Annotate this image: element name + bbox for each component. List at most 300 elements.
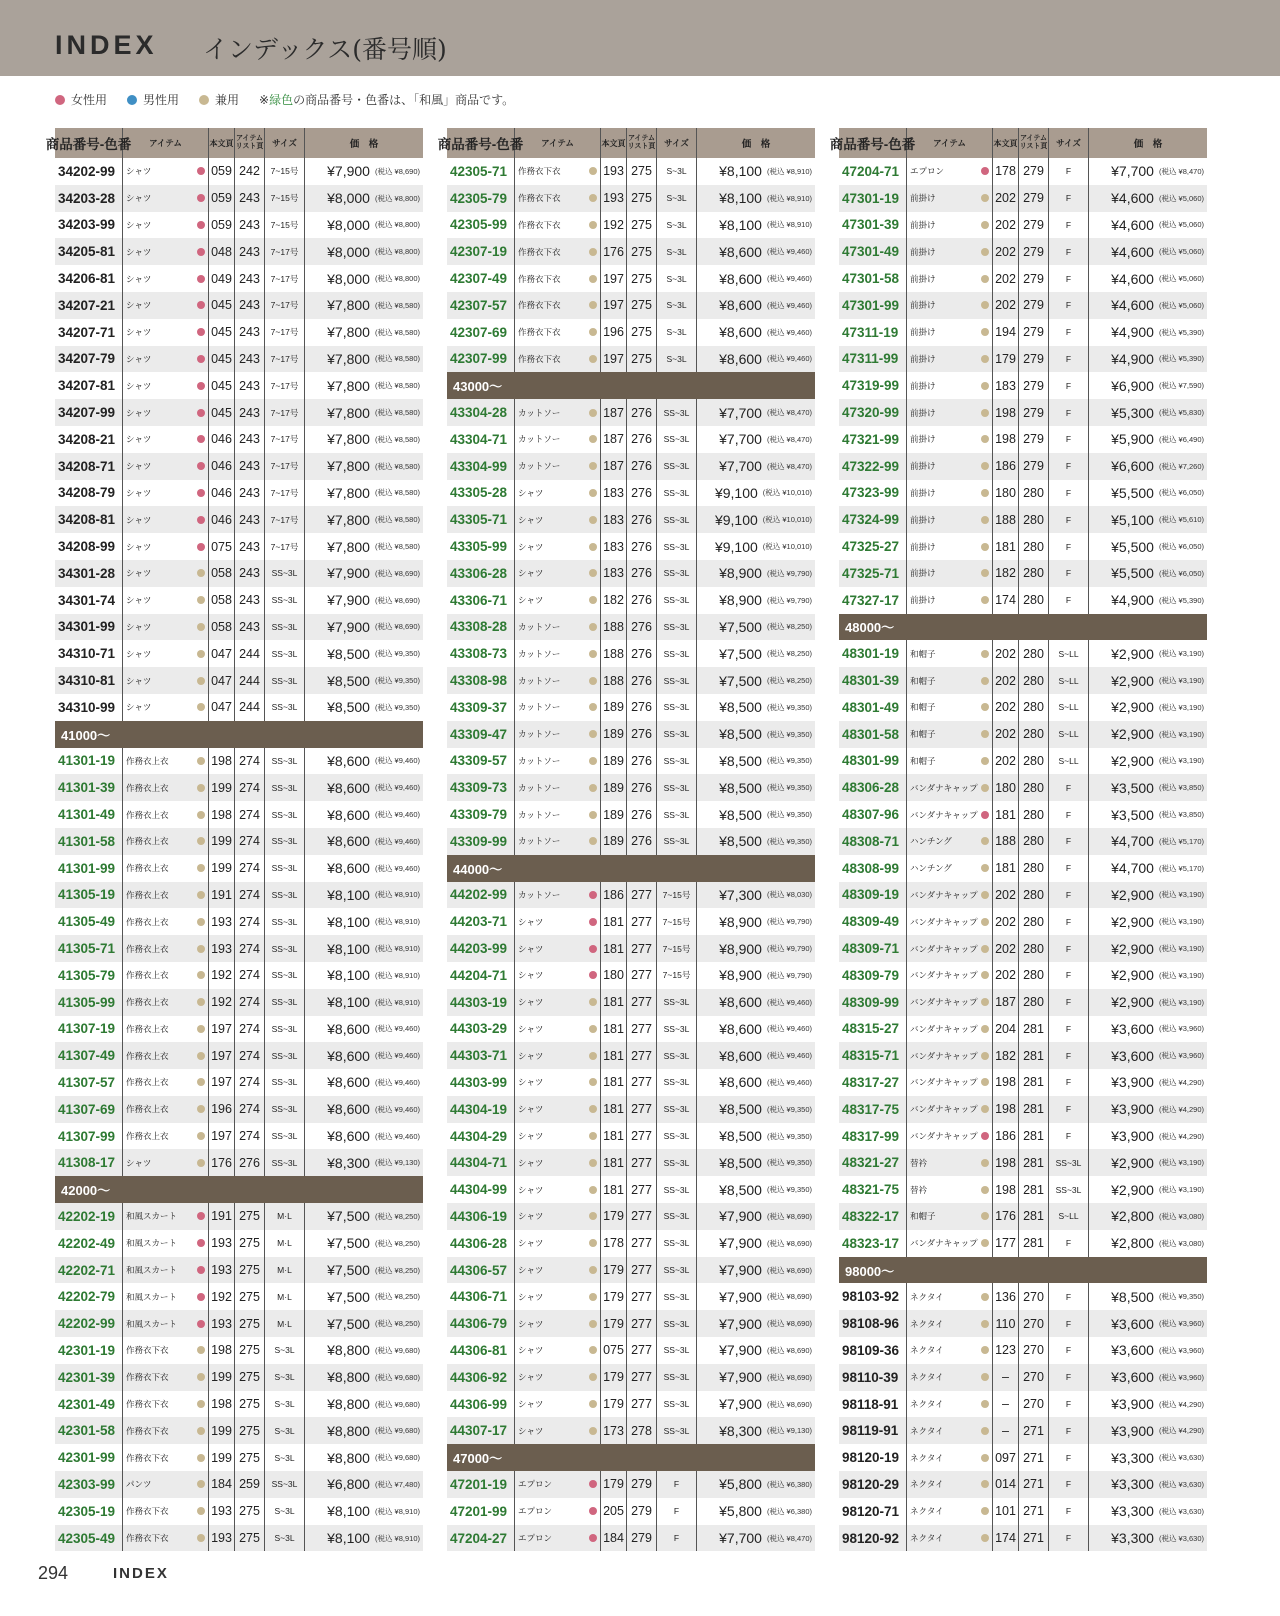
size: SS~3L: [265, 828, 305, 855]
tax-label: 税込: [769, 1104, 785, 1114]
price: ¥8,000: [327, 190, 370, 207]
price: ¥8,100: [327, 1530, 370, 1547]
price: ¥8,900: [719, 565, 762, 582]
tax-label: 税込: [1161, 917, 1177, 927]
table-row: [447, 667, 815, 694]
size: SS~3L: [265, 1069, 305, 1096]
price-cell: [1089, 453, 1207, 480]
price-cell: [1089, 989, 1207, 1016]
legend: [55, 91, 514, 108]
table-row: [55, 748, 423, 775]
tax-value: ¥5,060: [1178, 193, 1202, 203]
tax-value: ¥10,010: [782, 515, 810, 525]
tax-value: ¥3,190: [1178, 997, 1202, 1007]
price-cell: [305, 774, 423, 801]
list-page: 280: [1019, 989, 1049, 1016]
item-name: 前掛け: [910, 434, 936, 445]
header-price: 価 格: [1133, 139, 1163, 150]
women-dot-icon: [197, 1293, 205, 1301]
list-page: 277: [627, 1257, 657, 1284]
table-row: [55, 1337, 423, 1364]
price-cell: [697, 1310, 815, 1337]
price: ¥4,600: [1111, 270, 1154, 287]
tax-included-price: (税込 ¥8,690): [374, 595, 420, 605]
price-cell: [1089, 1364, 1207, 1391]
price: ¥7,500: [719, 672, 762, 689]
product-code: 98118-91: [839, 1391, 907, 1418]
size: 7~17号: [265, 319, 305, 346]
item-name: シャツ: [518, 1077, 544, 1088]
body-page: 075: [209, 533, 235, 560]
product-code: 34301-74: [55, 587, 123, 614]
tax-label: 税込: [769, 1077, 785, 1087]
tax-label: 税込: [1161, 890, 1177, 900]
tax-label: 税込: [377, 1372, 393, 1382]
item-name: 前掛け: [910, 514, 936, 525]
table-row: [839, 1069, 1207, 1096]
item-cell: [123, 587, 209, 614]
item-cell: [123, 292, 209, 319]
price: ¥8,600: [719, 1074, 762, 1091]
list-page: 277: [627, 1203, 657, 1230]
table-row: [55, 667, 423, 694]
tax-label: 税込: [1161, 1453, 1177, 1463]
tax-label: 税込: [377, 595, 393, 605]
tax-value: ¥9,460: [786, 997, 810, 1007]
product-code: 41301-58: [55, 828, 123, 855]
women-dot-icon: [197, 301, 205, 309]
table-header: [437, 128, 815, 158]
tax-label: 税込: [377, 300, 393, 310]
price-cell: [1089, 587, 1207, 614]
product-code: 43304-71: [447, 426, 515, 453]
item-name: バンダナキャップ: [910, 1131, 978, 1142]
size: SS~3L: [657, 1283, 697, 1310]
product-code: 34207-99: [55, 399, 123, 426]
size: F: [1049, 1123, 1089, 1150]
tax-value: ¥5,060: [1178, 274, 1202, 284]
tax-label: 税込: [769, 649, 785, 659]
unisex-dot-icon: [981, 382, 989, 390]
item-name: カットソー: [518, 702, 561, 713]
size: SS~3L: [265, 908, 305, 935]
tax-value: ¥8,580: [394, 434, 418, 444]
price-cell: [305, 1203, 423, 1230]
item-name: シャツ: [126, 648, 152, 659]
tax-label: 税込: [377, 702, 393, 712]
item-cell: [515, 1042, 601, 1069]
size: F: [657, 1471, 697, 1498]
price: ¥7,900: [719, 1315, 762, 1332]
unisex-dot-icon: [589, 784, 597, 792]
tax-label: 税込: [1161, 702, 1177, 712]
item-cell: [907, 1149, 993, 1176]
list-page: 276: [627, 614, 657, 641]
table-row: [447, 1230, 815, 1257]
price-cell: [1089, 694, 1207, 721]
body-page: 182: [993, 560, 1019, 587]
price-cell: [697, 640, 815, 667]
list-page: 276: [627, 426, 657, 453]
size: 7~17号: [265, 453, 305, 480]
body-page: 202: [993, 667, 1019, 694]
list-page: 276: [627, 748, 657, 775]
men-dot-icon: [127, 95, 137, 105]
body-page: 192: [209, 989, 235, 1016]
tax-value: ¥9,350: [786, 783, 810, 793]
body-page: 189: [601, 801, 627, 828]
body-page: 205: [601, 1498, 627, 1525]
price: ¥8,500: [719, 1128, 762, 1145]
tax-value: ¥9,460: [394, 1051, 418, 1061]
price-cell: [305, 1283, 423, 1310]
tax-included-price: (税込 ¥5,060): [1158, 300, 1204, 310]
tax-included-price: (税込 ¥8,910): [374, 917, 420, 927]
tax-included-price: (税込 ¥5,060): [1158, 220, 1204, 230]
list-page: 276: [627, 399, 657, 426]
body-page: 202: [993, 748, 1019, 775]
header-list: アイテムリスト頁: [235, 128, 265, 158]
item-name: 作務衣上衣: [126, 943, 169, 954]
tax-label: 税込: [1161, 461, 1177, 471]
tax-included-price: (税込 ¥8,250): [374, 1238, 420, 1248]
product-code: 48301-99: [839, 748, 907, 775]
unisex-dot-icon: [197, 784, 205, 792]
list-page: 274: [235, 908, 265, 935]
price-cell: [1089, 855, 1207, 882]
size: SS~3L: [265, 1016, 305, 1043]
item-cell: [515, 962, 601, 989]
body-page: 191: [209, 1203, 235, 1230]
body-page: 179: [601, 1283, 627, 1310]
product-code: 34208-71: [55, 453, 123, 480]
unisex-dot-icon: [981, 677, 989, 685]
item-name: 前掛け: [910, 568, 936, 579]
list-page: 270: [1019, 1391, 1049, 1418]
item-cell: [515, 399, 601, 426]
tax-label: 税込: [377, 193, 393, 203]
tax-label: 税込: [1161, 729, 1177, 739]
price: ¥8,100: [327, 940, 370, 957]
product-code: 48308-99: [839, 855, 907, 882]
body-page: 202: [993, 962, 1019, 989]
price-cell: [697, 908, 815, 935]
price-cell: [305, 1016, 423, 1043]
product-code: 42307-69: [447, 319, 515, 346]
item-cell: [515, 1525, 601, 1552]
unisex-dot-icon: [589, 569, 597, 577]
tax-included-price: (税込 ¥8,580): [374, 381, 420, 391]
price-cell: [305, 855, 423, 882]
body-page: 045: [209, 372, 235, 399]
tax-value: ¥8,690: [786, 1292, 810, 1302]
size: SS~3L: [657, 1417, 697, 1444]
table-row: [839, 667, 1207, 694]
tax-included-price: (税込 ¥8,800): [374, 193, 420, 203]
unisex-dot-icon: [981, 489, 989, 497]
price-cell: [697, 801, 815, 828]
unisex-dot-icon: [981, 757, 989, 765]
tax-label: 税込: [377, 1051, 393, 1061]
item-cell: [907, 801, 993, 828]
price: ¥8,600: [327, 1020, 370, 1037]
list-page: 244: [235, 640, 265, 667]
table-row: [447, 1337, 815, 1364]
size: S~3L: [657, 292, 697, 319]
product-code: 34310-81: [55, 667, 123, 694]
tax-label: 税込: [1161, 756, 1177, 766]
product-code: 41305-71: [55, 935, 123, 962]
size: SS~3L: [265, 935, 305, 962]
unisex-dot-icon: [589, 221, 597, 229]
item-name: 前掛け: [910, 246, 936, 257]
tax-label: 税込: [1161, 1399, 1177, 1409]
price: ¥8,100: [719, 216, 762, 233]
table-row: [839, 1417, 1207, 1444]
table-row: [839, 560, 1207, 587]
list-page: 279: [627, 1498, 657, 1525]
item-name: シャツ: [126, 300, 152, 311]
item-name: 和帽子: [910, 729, 936, 740]
tax-included-price: (税込 ¥5,060): [1158, 247, 1204, 257]
header-page: 本文頁: [993, 128, 1019, 158]
product-code: 41308-17: [55, 1149, 123, 1176]
size: F: [1049, 506, 1089, 533]
tax-value: ¥9,350: [394, 649, 418, 659]
list-page: 271: [1019, 1525, 1049, 1552]
tax-value: ¥5,170: [1178, 863, 1202, 873]
price-cell: [305, 587, 423, 614]
price-cell: [697, 1498, 815, 1525]
tax-value: ¥7,590: [1178, 381, 1202, 391]
header-list: アイテムリスト頁: [1019, 128, 1049, 158]
size: S~3L: [265, 1417, 305, 1444]
size: F: [1049, 989, 1089, 1016]
price: ¥7,900: [719, 1262, 762, 1279]
size: S~LL: [1049, 640, 1089, 667]
price-cell: [697, 158, 815, 185]
tax-included-price: (税込 ¥3,190): [1158, 702, 1204, 712]
list-page: 276: [627, 721, 657, 748]
item-cell: [515, 694, 601, 721]
table-row: [55, 480, 423, 507]
size: SS~3L: [657, 1230, 697, 1257]
product-code: 44306-57: [447, 1257, 515, 1284]
price: ¥3,500: [1111, 779, 1154, 796]
tax-label: 税込: [1161, 220, 1177, 230]
table-row: [55, 1203, 423, 1230]
price-cell: [697, 667, 815, 694]
list-page: 275: [235, 1364, 265, 1391]
list-page: 277: [627, 908, 657, 935]
price-cell: [1089, 292, 1207, 319]
tax-label: 税込: [1161, 783, 1177, 793]
tax-label: 税込: [769, 1506, 785, 1516]
unisex-dot-icon: [981, 355, 989, 363]
tax-included-price: (税込 ¥8,690): [374, 568, 420, 578]
item-cell: [123, 453, 209, 480]
product-code: 48321-27: [839, 1149, 907, 1176]
table-row: [55, 1417, 423, 1444]
size: SS~3L: [657, 1391, 697, 1418]
size: F: [1049, 372, 1089, 399]
tax-value: ¥5,390: [1178, 354, 1202, 364]
table-row: [839, 640, 1207, 667]
price-cell: [305, 346, 423, 373]
price-cell: [697, 1525, 815, 1552]
price: ¥7,800: [327, 404, 370, 421]
product-code: 47319-99: [839, 372, 907, 399]
tax-label: 税込: [377, 756, 393, 766]
section-header: 47000～: [447, 1444, 815, 1471]
price-cell: [305, 185, 423, 212]
table-row: [447, 1283, 815, 1310]
size: SS~3L: [265, 855, 305, 882]
price-cell: [697, 319, 815, 346]
size: SS~3L: [657, 614, 697, 641]
item-name: カットソー: [518, 889, 561, 900]
tax-label: 税込: [769, 890, 785, 900]
size: SS~3L: [265, 694, 305, 721]
price: ¥3,600: [1111, 1342, 1154, 1359]
body-page: 202: [993, 721, 1019, 748]
product-code: 48309-79: [839, 962, 907, 989]
list-page: 277: [627, 1016, 657, 1043]
price-cell: [1089, 346, 1207, 373]
item-name: 作務衣下衣: [126, 1372, 169, 1383]
unisex-dot-icon: [981, 1105, 989, 1113]
unisex-dot-icon: [589, 248, 597, 256]
tax-label: 税込: [769, 756, 785, 766]
tax-label: 税込: [1161, 327, 1177, 337]
section-header: 43000～: [447, 372, 815, 399]
body-page: 186: [993, 453, 1019, 480]
tax-included-price: (税込 ¥10,010): [762, 515, 812, 525]
price: ¥2,900: [1111, 994, 1154, 1011]
tax-included-price: (税込 ¥8,250): [766, 649, 812, 659]
body-page: 176: [601, 238, 627, 265]
tax-value: ¥9,460: [786, 247, 810, 257]
price: ¥2,900: [1111, 1181, 1154, 1198]
item-name: 作務衣下衣: [518, 327, 561, 338]
item-name: カットソー: [518, 434, 561, 445]
item-cell: [123, 1283, 209, 1310]
tax-included-price: (税込 ¥8,690): [374, 622, 420, 632]
list-page: 243: [235, 346, 265, 373]
price-cell: [1089, 774, 1207, 801]
body-page: 196: [601, 319, 627, 346]
tax-value: ¥5,170: [1178, 836, 1202, 846]
item-name: バンダナキャップ: [910, 1238, 978, 1249]
tax-value: ¥7,260: [1178, 461, 1202, 471]
body-page: 198: [993, 1069, 1019, 1096]
tax-label: 税込: [769, 1345, 785, 1355]
body-page: 047: [209, 640, 235, 667]
price-cell: [697, 292, 815, 319]
size: 7~15号: [265, 158, 305, 185]
list-page: 277: [627, 882, 657, 909]
body-page: 059: [209, 185, 235, 212]
price: ¥6,600: [1111, 458, 1154, 475]
list-page: 279: [1019, 399, 1049, 426]
price: ¥4,900: [1111, 350, 1154, 367]
tax-included-price: (税込 ¥5,830): [1158, 408, 1204, 418]
tax-value: ¥3,190: [1178, 702, 1202, 712]
product-code: 44306-79: [447, 1310, 515, 1337]
item-name: 前掛け: [910, 380, 936, 391]
tax-value: ¥9,350: [1178, 1292, 1202, 1302]
size: SS~3L: [657, 1337, 697, 1364]
section-header: 41000～: [55, 721, 423, 748]
product-code: 34208-79: [55, 480, 123, 507]
body-page: 047: [209, 694, 235, 721]
section-header: 98000～: [839, 1257, 1207, 1284]
table-row: [55, 587, 423, 614]
price-cell: [1089, 828, 1207, 855]
list-page: 275: [235, 1337, 265, 1364]
body-page: 192: [209, 962, 235, 989]
tax-included-price: (税込 ¥3,630): [1158, 1479, 1204, 1489]
unisex-dot-icon: [589, 543, 597, 551]
size: SS~3L: [657, 721, 697, 748]
price: ¥8,600: [327, 860, 370, 877]
legend-men: [127, 91, 179, 108]
table-row: [839, 453, 1207, 480]
tax-included-price: (税込 ¥8,910): [374, 970, 420, 980]
list-page: 243: [235, 212, 265, 239]
item-cell: [907, 882, 993, 909]
tax-included-price: (税込 ¥9,460): [374, 1024, 420, 1034]
header-price: 価 格: [741, 139, 771, 150]
tax-label: 税込: [377, 676, 393, 686]
unisex-dot-icon: [197, 1025, 205, 1033]
body-page: 059: [209, 212, 235, 239]
tax-label: 税込: [377, 434, 393, 444]
unisex-dot-icon: [589, 167, 597, 175]
price-cell: [305, 1417, 423, 1444]
table-row: [447, 158, 815, 185]
price-cell: [697, 962, 815, 989]
price: ¥3,600: [1111, 1369, 1154, 1386]
size: SS~3L: [265, 801, 305, 828]
product-code: 48315-71: [839, 1042, 907, 1069]
product-code: 48301-19: [839, 640, 907, 667]
item-name: バンダナキャップ: [910, 916, 978, 927]
item-cell: [123, 372, 209, 399]
body-page: 173: [601, 1417, 627, 1444]
body-page: 181: [601, 1149, 627, 1176]
item-name: シャツ: [518, 487, 544, 498]
item-cell: [515, 265, 601, 292]
item-cell: [907, 1337, 993, 1364]
item-name: シャツ: [126, 487, 152, 498]
tax-value: ¥3,960: [1178, 1345, 1202, 1355]
list-page: 279: [1019, 238, 1049, 265]
tax-included-price: (税込 ¥9,130): [766, 1426, 812, 1436]
list-page: 277: [627, 1176, 657, 1203]
product-code: 34208-81: [55, 506, 123, 533]
tax-value: ¥8,690: [786, 1238, 810, 1248]
list-page: 243: [235, 506, 265, 533]
list-page: 270: [1019, 1364, 1049, 1391]
body-page: 179: [993, 346, 1019, 373]
tax-label: 税込: [377, 220, 393, 230]
tax-included-price: (税込 ¥8,910): [374, 1533, 420, 1543]
tax-label: 税込: [765, 488, 781, 498]
table-row: [447, 1525, 815, 1552]
body-page: 046: [209, 506, 235, 533]
price: ¥7,700: [1111, 163, 1154, 180]
